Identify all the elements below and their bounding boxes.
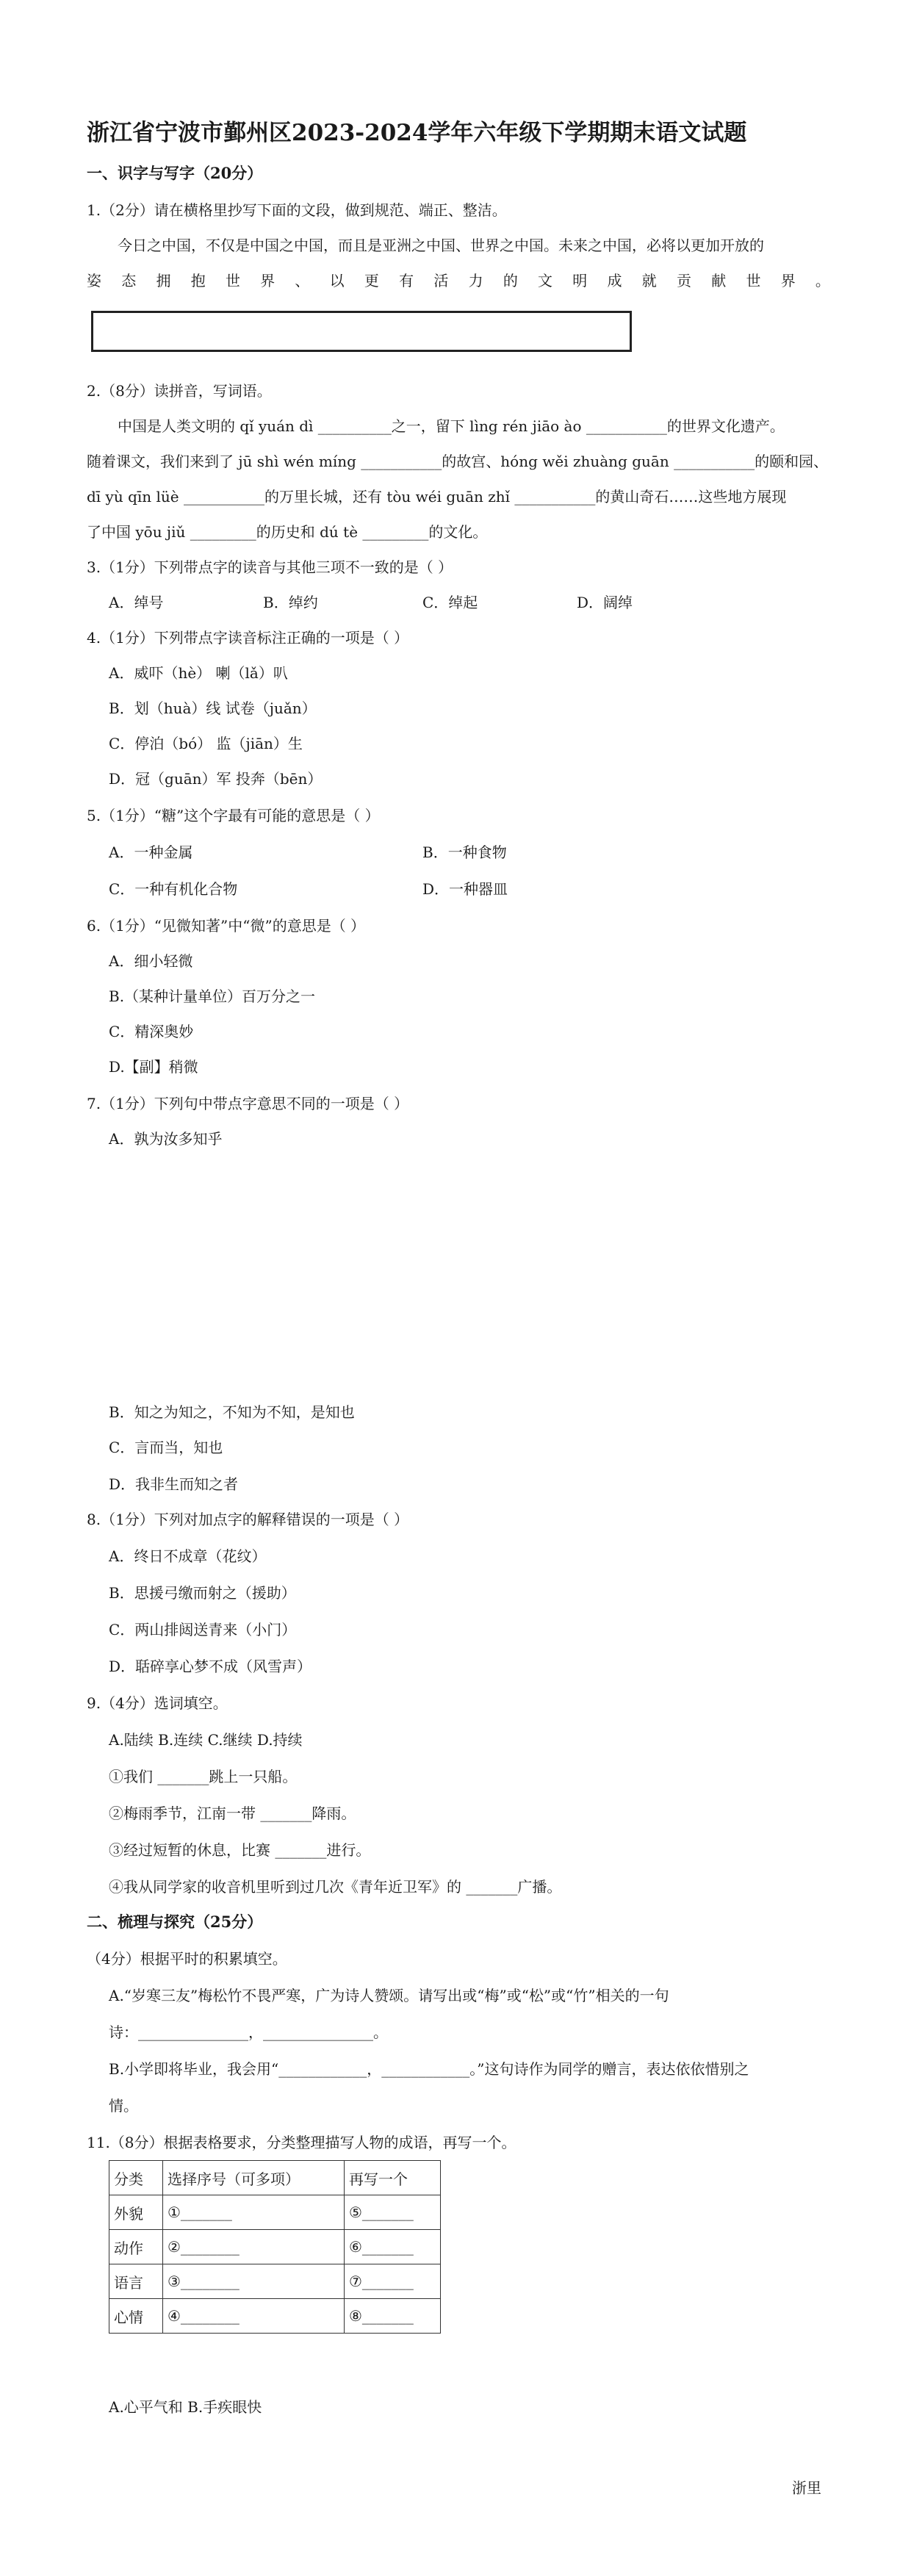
q10-b-line2: 情。 [109,2097,138,2115]
q4-option-d[interactable]: D．冠（guān）军 投奔（bēn） [109,770,323,788]
q1-passage-line1: 今日之中国，不仅是中国之中国，而且是亚洲之中国、世界之中国。未来之中国，必将以更加开放的 [118,237,764,254]
q8-option-c[interactable]: C．两山排闼送青来（小门） [109,1621,297,1638]
table-row [109,2195,441,2230]
passage-char: 力 [468,272,483,289]
q5-option-c[interactable]: C．一种有机化合物 [109,880,238,898]
passage-char: 贡 [676,272,691,289]
section-2-heading: 二、梳理与探究（25分） [87,1913,263,1931]
q5-option-b[interactable]: B．一种食物 [422,843,507,861]
passage-char: 界 [260,272,276,289]
q9-item-4[interactable]: ④我从同学家的收音机里听到过几次《青年近卫军》的 _______广播。 [109,1878,562,1896]
table-cell-extra[interactable]: ⑥_______ [345,2230,441,2264]
table-header-row [109,2161,441,2195]
q6-option-a[interactable]: A．细小轻微 [109,952,193,970]
passage-char: 。 [815,272,830,289]
q5-option-d[interactable]: D．一种器皿 [422,880,508,898]
table-cell-answer[interactable]: ④________ [163,2299,345,2334]
q7-option-c[interactable]: C．言而当，知也 [109,1439,223,1456]
table-cell-extra[interactable]: ⑤_______ [345,2195,441,2230]
q9-item-3[interactable]: ③经过短暂的休息，比赛 _______进行。 [109,1841,371,1859]
page-footer: 浙里 [792,2479,821,2497]
table-header-cell: 选择序号（可多项） [163,2161,345,2195]
passage-char: 有 [399,272,414,289]
table-header-cell: 再写一个 [345,2161,441,2195]
q3-option-b[interactable]: B．绰约 [263,594,318,611]
table-header-cell: 分类 [109,2161,163,2195]
q2-line1: 中国是人类文明的 qǐ yuán dì __________之一，留下 lìng rén jiāo ào ___________的世界文化遗产。 [118,417,785,435]
table-row [109,2264,441,2299]
table-cell-extra[interactable]: ⑧_______ [345,2299,441,2334]
passage-char: 态 [121,272,137,289]
q6-option-b[interactable]: B.（某种计量单位）百万分之一 [109,987,316,1005]
section-1-heading: 一、识字与写字（20分） [87,164,263,182]
q7-option-a[interactable]: A．孰为汝多知乎 [109,1130,223,1148]
table-cell-answer[interactable]: ③________ [163,2264,345,2299]
passage-char: 更 [364,272,379,289]
passage-char: 抱 [190,272,206,289]
table-cell-category: 外貌 [109,2195,163,2230]
passage-char: 献 [711,272,727,289]
table-row [109,2230,441,2264]
q2-line2: 随着课文，我们来到了 jū shì wén míng ___________的故宫、hóng wěi zhuàng guān ___________的颐和园、 [87,453,829,470]
passage-char: 成 [607,272,622,289]
table-cell-category: 动作 [109,2230,163,2264]
passage-char: 活 [433,272,449,289]
q1-stem: 1.（2分）请在横格里抄写下面的文段，做到规范、端正、整洁。 [87,201,507,219]
q4-option-a[interactable]: A．威吓（hè） 喇（lǎ）叭 [109,664,288,682]
q7-option-d[interactable]: D．我非生而知之者 [109,1475,239,1493]
q6-option-d[interactable]: D.【副】稍微 [109,1058,198,1076]
q3-option-d[interactable]: D．阔绰 [577,594,633,611]
q9-word-choices: A.陆续 B.连续 C.继续 D.持续 [109,1731,303,1749]
paper-title: 浙江省宁波市鄞州区2023-2024学年六年级下学期期末语文试题 [87,120,747,146]
q6-option-c[interactable]: C．精深奥妙 [109,1023,194,1040]
q10-a-line1: A.“岁寒三友”梅松竹不畏严寒，广为诗人赞颂。请写出或“梅”或“松”或“竹”相关的一句 [109,1987,669,2004]
q3-option-a[interactable]: A．绰号 [109,594,164,611]
table-cell-answer[interactable]: ①_______ [163,2195,345,2230]
passage-char: 世 [225,272,240,289]
q7-stem: 7.（1分）下列句中带点字意思不同的一项是（ ） [87,1095,409,1112]
table-cell-category: 语言 [109,2264,163,2299]
q11-stem: 11.（8分）根据表格要求，分类整理描写人物的成语，再写一个。 [87,2134,516,2151]
q11-idiom-table [109,2160,441,2334]
q7-option-b[interactable]: B．知之为知之，不知为不知，是知也 [109,1403,355,1421]
q2-stem: 2.（8分）读拼音，写词语。 [87,382,272,400]
q4-option-c[interactable]: C．停泊（bó） 监（jiān）生 [109,735,303,752]
q4-option-b[interactable]: B．划（huà）线 试卷（juǎn） [109,699,317,717]
q1-answer-box[interactable] [91,311,632,352]
table-cell-category: 心情 [109,2299,163,2334]
q10-stem: （4分）根据平时的积累填空。 [87,1950,287,1968]
q3-stem: 3.（1分）下列带点字的读音与其他三项不一致的是（ ） [87,558,453,576]
table-row [109,2299,441,2334]
q9-item-2[interactable]: ②梅雨季节，江南一带 _______降雨。 [109,1805,356,1822]
table-cell-extra[interactable]: ⑦_______ [345,2264,441,2299]
q2-line3: dī yù qīn lüè ___________的万里长城，还有 tòu wéi guān zhǐ ___________的黄山奇石……这些地方展现 [87,488,787,506]
q9-stem: 9.（4分）选词填空。 [87,1694,228,1712]
q8-stem: 8.（1分）下列对加点字的解释错误的一项是（ ） [87,1511,409,1528]
passage-char: 界 [780,272,796,289]
passage-char: 世 [746,272,761,289]
q4-stem: 4.（1分）下列带点字读音标注正确的一项是（ ） [87,629,409,647]
q5-stem: 5.（1分）“糖”这个字最有可能的意思是（ ） [87,807,380,824]
q11-idiom-options: A.心平气和 B.手疾眼快 [109,2398,262,2416]
q5-option-a[interactable]: A．一种金属 [109,843,193,861]
passage-char: 以 [329,272,345,289]
q1-passage-line2 [87,270,830,291]
passage-char: 、 [295,272,310,289]
q9-item-1[interactable]: ①我们 _______跳上一只船。 [109,1768,298,1785]
table-cell-answer[interactable]: ②________ [163,2230,345,2264]
q8-option-a[interactable]: A．终日不成章（花纹） [109,1547,267,1565]
passage-char: 拥 [156,272,171,289]
q8-option-d[interactable]: D．聒碎享心梦不成（风雪声） [109,1658,312,1675]
passage-char: 姿 [87,272,101,289]
passage-char: 的 [503,272,518,289]
q10-b-line1[interactable]: B.小学即将毕业，我会用“____________，____________。”这句诗作为同学的赠言，表达依依惜别之 [109,2060,749,2078]
passage-char: 明 [572,272,588,289]
q10-a-line2[interactable]: 诗：_______________，_______________。 [109,2023,388,2041]
q2-line4: 了中国 yōu jiǔ _________的历史和 dú tè _________的文化。 [87,523,488,541]
q6-stem: 6.（1分）“见微知著”中“微”的意思是（ ） [87,917,366,935]
q3-option-c[interactable]: C．绰起 [422,594,478,611]
q8-option-b[interactable]: B．思援弓缴而射之（援助） [109,1584,296,1602]
passage-char: 就 [641,272,657,289]
passage-char: 文 [538,272,553,289]
